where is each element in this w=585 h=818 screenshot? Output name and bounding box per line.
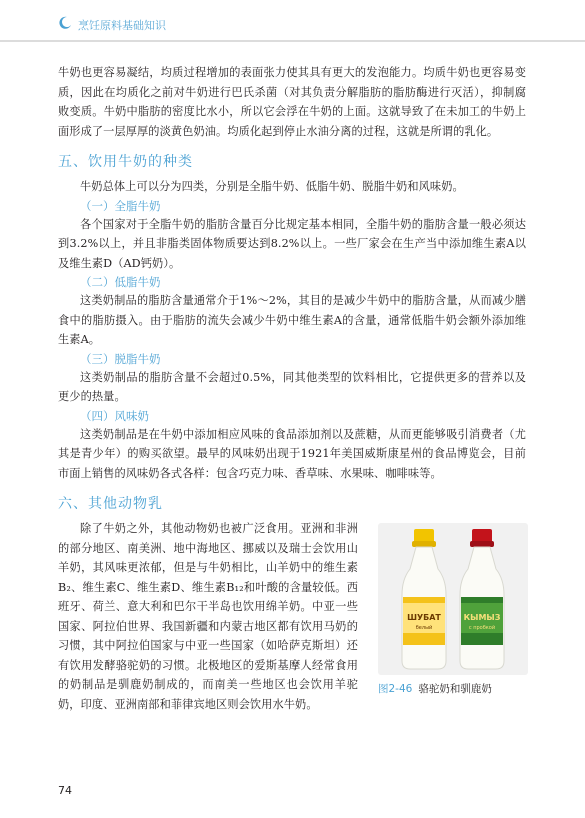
- reindeer-milk-sublabel: с пробкой: [468, 625, 496, 631]
- section-five-heading: 五、饮用牛奶的种类: [58, 154, 193, 170]
- crescent-logo-icon: [58, 16, 72, 30]
- page-number: 74: [58, 784, 72, 797]
- subsection-low-fat-milk-title: （二）低脂牛奶: [80, 275, 161, 289]
- figure-number: 图2-46: [378, 683, 413, 695]
- figure-photo: [378, 523, 528, 675]
- page-content: [58, 63, 526, 714]
- intro-paragraph: 牛奶也更容易凝结，均质过程增加的表面张力使其具有更大的发泡能力。均质牛奶也更容易变质，因此在均质化之前对牛奶进行巴氏杀菌（对其负责分解脂肪的脂肪酶进行灭活），抑制腐败变质。牛奶中脂肪的密度比水小，所以它会浮在牛奶的上面。这就导致了在未加工的牛奶上面形成了一层厚厚的淡黄色奶油。均质化起到停止水油分离的过程，这就是所谓的乳化。: [58, 66, 526, 138]
- milk-bottles-image: [378, 523, 528, 675]
- subsection-skim-milk-text: 这类奶制品的脂肪含量不会超过0.5%，同其他类型的饮料相比，它提供更多的营养以及更少的热量。: [58, 370, 526, 403]
- camel-milk-bottle: [402, 529, 446, 669]
- header-divider: [0, 40, 585, 42]
- reindeer-milk-label: КЫМЫЗ: [463, 613, 501, 622]
- subsection-whole-milk-text: 各个国家对于全脂牛奶的脂肪含量百分比规定基本相同，全脂牛奶的脂肪含量一般必须达到3.2%以上，并且非脂类固体物质要达到8.2%以上。一些厂家会在生产当中添加维生素A以及维生素D（AD钙奶）。: [58, 217, 526, 270]
- subsection-low-fat-milk-text: 这类奶制品的脂肪含量通常介于1%～2%，其目的是减少牛奶中的脂肪含量，从而减少膳食中的脂肪摄入。由于脂肪的流失会减少牛奶中维生素A的含量，通常低脂牛奶会额外添加维生素A。: [58, 294, 526, 346]
- figure-caption: [378, 681, 528, 696]
- section-six-text: 除了牛奶之外，其他动物奶也被广泛食用。亚洲和非洲的部分地区、南美洲、地中海地区、挪威以及瑞士会饮用山羊奶，其风味更浓郁，但是与牛奶相比，山羊奶中的维生素B₂、维生素C、维生素D、维生素B₁₂和叶酸的含量较低。西班牙、荷兰、意大利和巴尔干半岛也饮用绵羊奶。中亚一些国家、阿拉伯世界、我国新疆和内蒙古地区都有饮用马奶的习惯，其中阿拉伯国家与中亚一些国家（如哈萨克斯坦）还有饮用发酵骆驼奶的习惯。北极地区的爱斯基摩人经常食用的奶制品是驯鹿奶制成的，而南美一些地区也会饮用羊驼奶，印度、亚洲南部和菲律宾地区则会饮用水牛奶。: [58, 522, 358, 711]
- subsection-skim-milk-title: （三）脱脂牛奶: [80, 351, 161, 366]
- running-header-title: 烹饪原料基础知识: [78, 19, 166, 32]
- section-six-heading: 六、其他动物乳: [58, 496, 163, 512]
- subsection-flavored-milk-title: （四）风味奶: [80, 408, 149, 423]
- camel-milk-sublabel: белый: [415, 625, 433, 631]
- camel-milk-label: ШУБАТ: [407, 613, 441, 622]
- section-five-lead: 牛奶总体上可以分为四类，分别是全脂牛奶、低脂牛奶、脱脂牛奶和风味奶。: [80, 180, 464, 193]
- figure-caption-text: 骆驼奶和驯鹿奶: [418, 683, 492, 695]
- subsection-flavored-milk-text: 这类奶制品是在牛奶中添加相应风味的食品添加剂以及蔗糖，从而更能够吸引消费者（尤其是青少年）的购买欲望。最早的风味奶出现于1921年美国威斯康星州的食品博览会，目前市面上销售的风味奶各式各样：包含巧克力味、香草味、水果味、咖啡味等。: [58, 427, 526, 480]
- page-header: [0, 0, 585, 42]
- section-six-body: [58, 519, 526, 714]
- subsection-whole-milk-title: （一）全脂牛奶: [80, 198, 161, 213]
- figure-2-46: [378, 523, 528, 708]
- reindeer-milk-bottle: [460, 529, 504, 669]
